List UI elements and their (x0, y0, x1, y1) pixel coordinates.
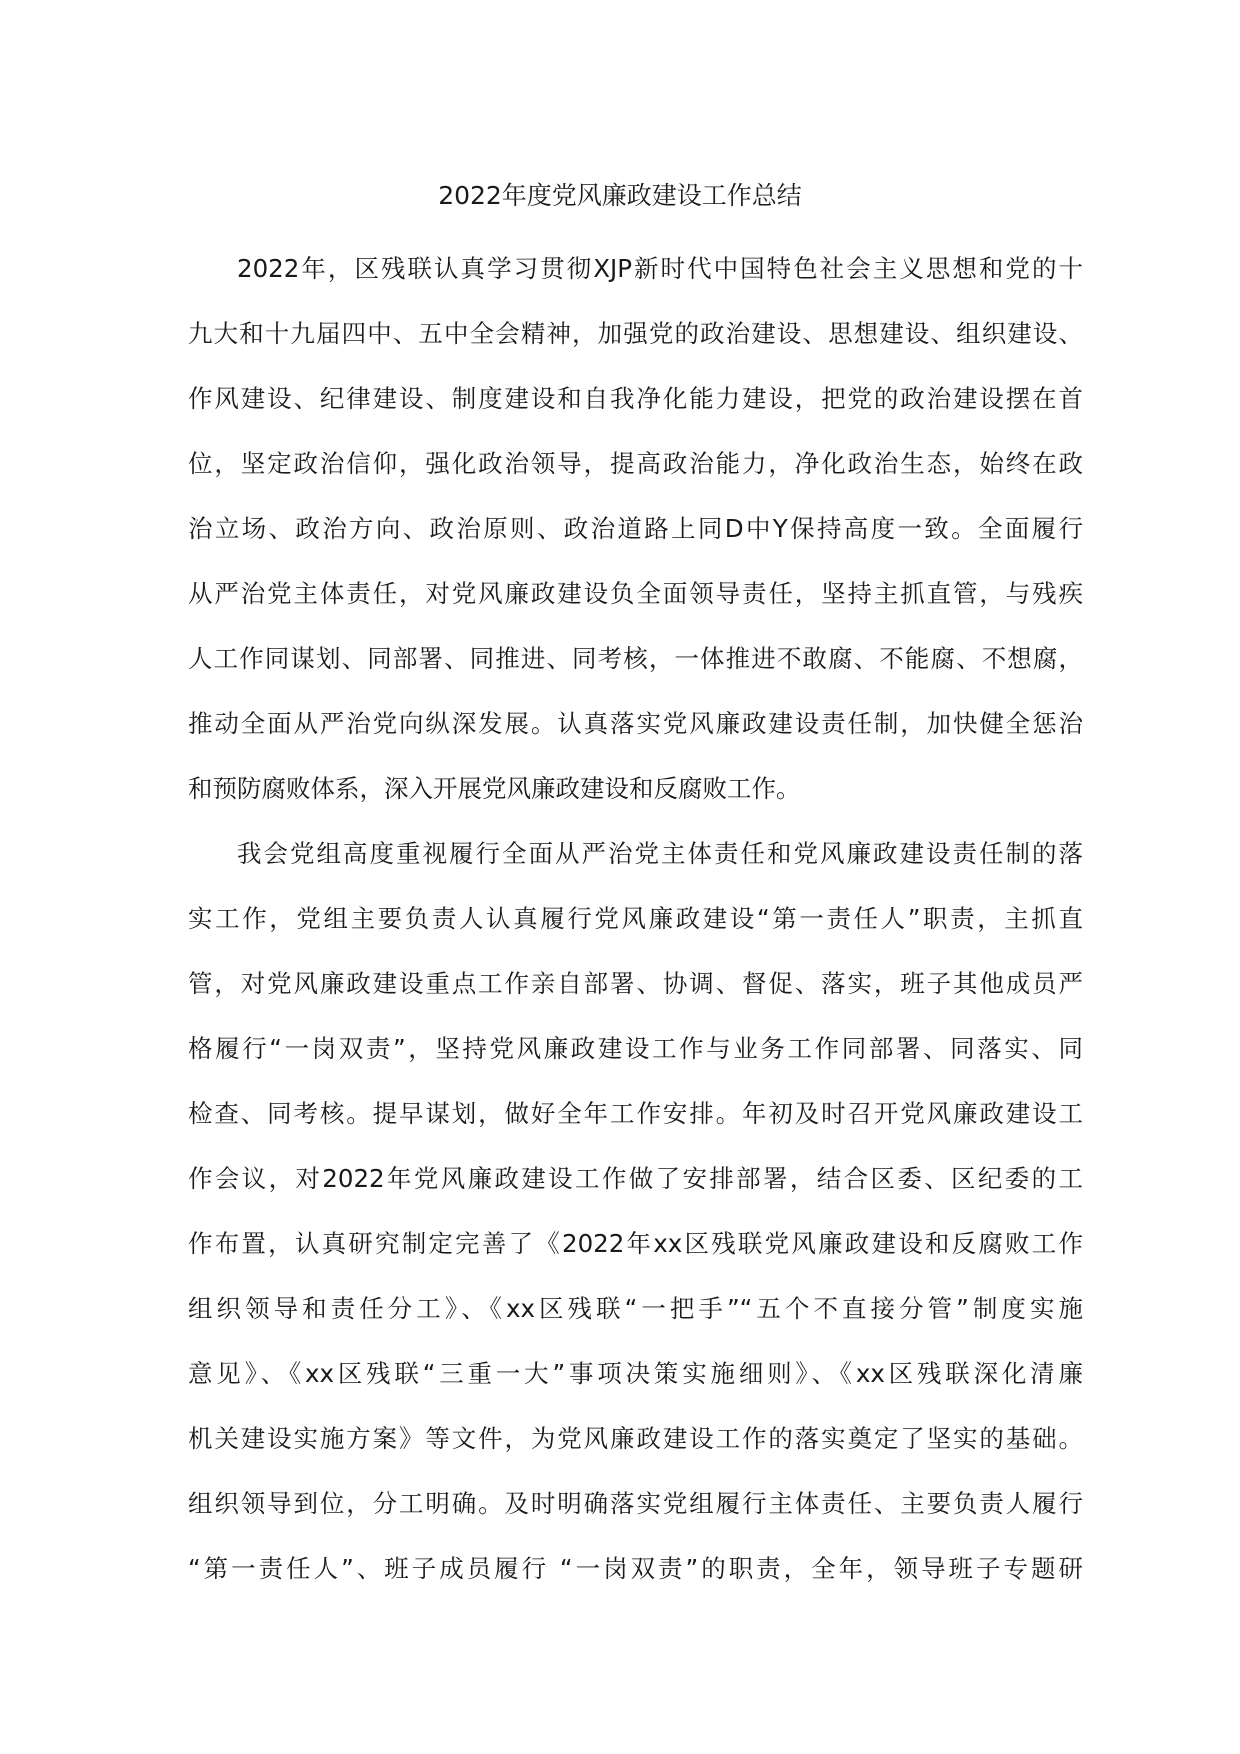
paragraph-line: 组织领导和责任分工》、《xx区残联“一把手”“五个不直接分管”制度实施 (188, 1294, 1083, 1323)
paragraph-line: 意见》、《xx区残联“三重一大”事项决策实施细则》、《xx区残联深化清廉 (188, 1359, 1083, 1388)
paragraph-line: 治立场、政治方向、政治原则、政治道路上同D中Y保持高度一致。全面履行 (188, 514, 1083, 543)
paragraph-line: 作风建设、纪律建设、制度建设和自我净化能力建设，把党的政治建设摆在首 (188, 384, 1083, 413)
document-title: 2022年度党风廉政建设工作总结 (438, 181, 802, 210)
paragraph-line: 实工作，党组主要负责人认真履行党风廉政建设“第一责任人”职责，主抓直 (188, 904, 1083, 933)
paragraph-line: 九大和十九届四中、五中全会精神，加强党的政治建设、思想建设、组织建设、 (188, 319, 1083, 348)
paragraph-line: 作布置，认真研究制定完善了《2022年xx区残联党风廉政建设和反腐败工作 (188, 1229, 1083, 1258)
paragraph-line: 从严治党主体责任，对党风廉政建设负全面领导责任，坚持主抓直管，与残疾 (188, 579, 1083, 608)
paragraph-line: 机关建设实施方案》等文件，为党风廉政建设工作的落实奠定了坚实的基础。 (188, 1424, 1083, 1453)
paragraph-line: 位，坚定政治信仰，强化政治领导，提高政治能力，净化政治生态，始终在政 (188, 449, 1083, 478)
paragraph-line: 2022年，区残联认真学习贯彻XJP新时代中国特色社会主义思想和党的十 (237, 254, 1083, 283)
paragraph-line: 检查、同考核。提早谋划，做好全年工作安排。年初及时召开党风廉政建设工 (188, 1099, 1083, 1128)
paragraph-line: 格履行“一岗双责”，坚持党风廉政建设工作与业务工作同部署、同落实、同 (188, 1034, 1083, 1063)
paragraph-line: “第一责任人”、班子成员履行 “一岗双责”的职责，全年，领导班子专题研 (188, 1554, 1083, 1583)
paragraph-line: 我会党组高度重视履行全面从严治党主体责任和党风廉政建设责任制的落 (237, 839, 1083, 868)
paragraph-line: 组织领导到位，分工明确。及时明确落实党组履行主体责任、主要负责人履行 (188, 1489, 1083, 1518)
paragraph-line: 推动全面从严治党向纵深发展。认真落实党风廉政建设责任制，加快健全惩治 (188, 709, 1083, 738)
paragraph-line: 和预防腐败体系，深入开展党风廉政建设和反腐败工作。 (188, 774, 801, 803)
paragraph-line: 作会议，对2022年党风廉政建设工作做了安排部署，结合区委、区纪委的工 (188, 1164, 1083, 1193)
paragraph-line: 管，对党风廉政建设重点工作亲自部署、协调、督促、落实，班子其他成员严 (188, 969, 1083, 998)
paragraph-line: 人工作同谋划、同部署、同推进、同考核，一体推进不敢腐、不能腐、不想腐， (188, 644, 1083, 673)
document-body (188, 236, 1083, 1601)
